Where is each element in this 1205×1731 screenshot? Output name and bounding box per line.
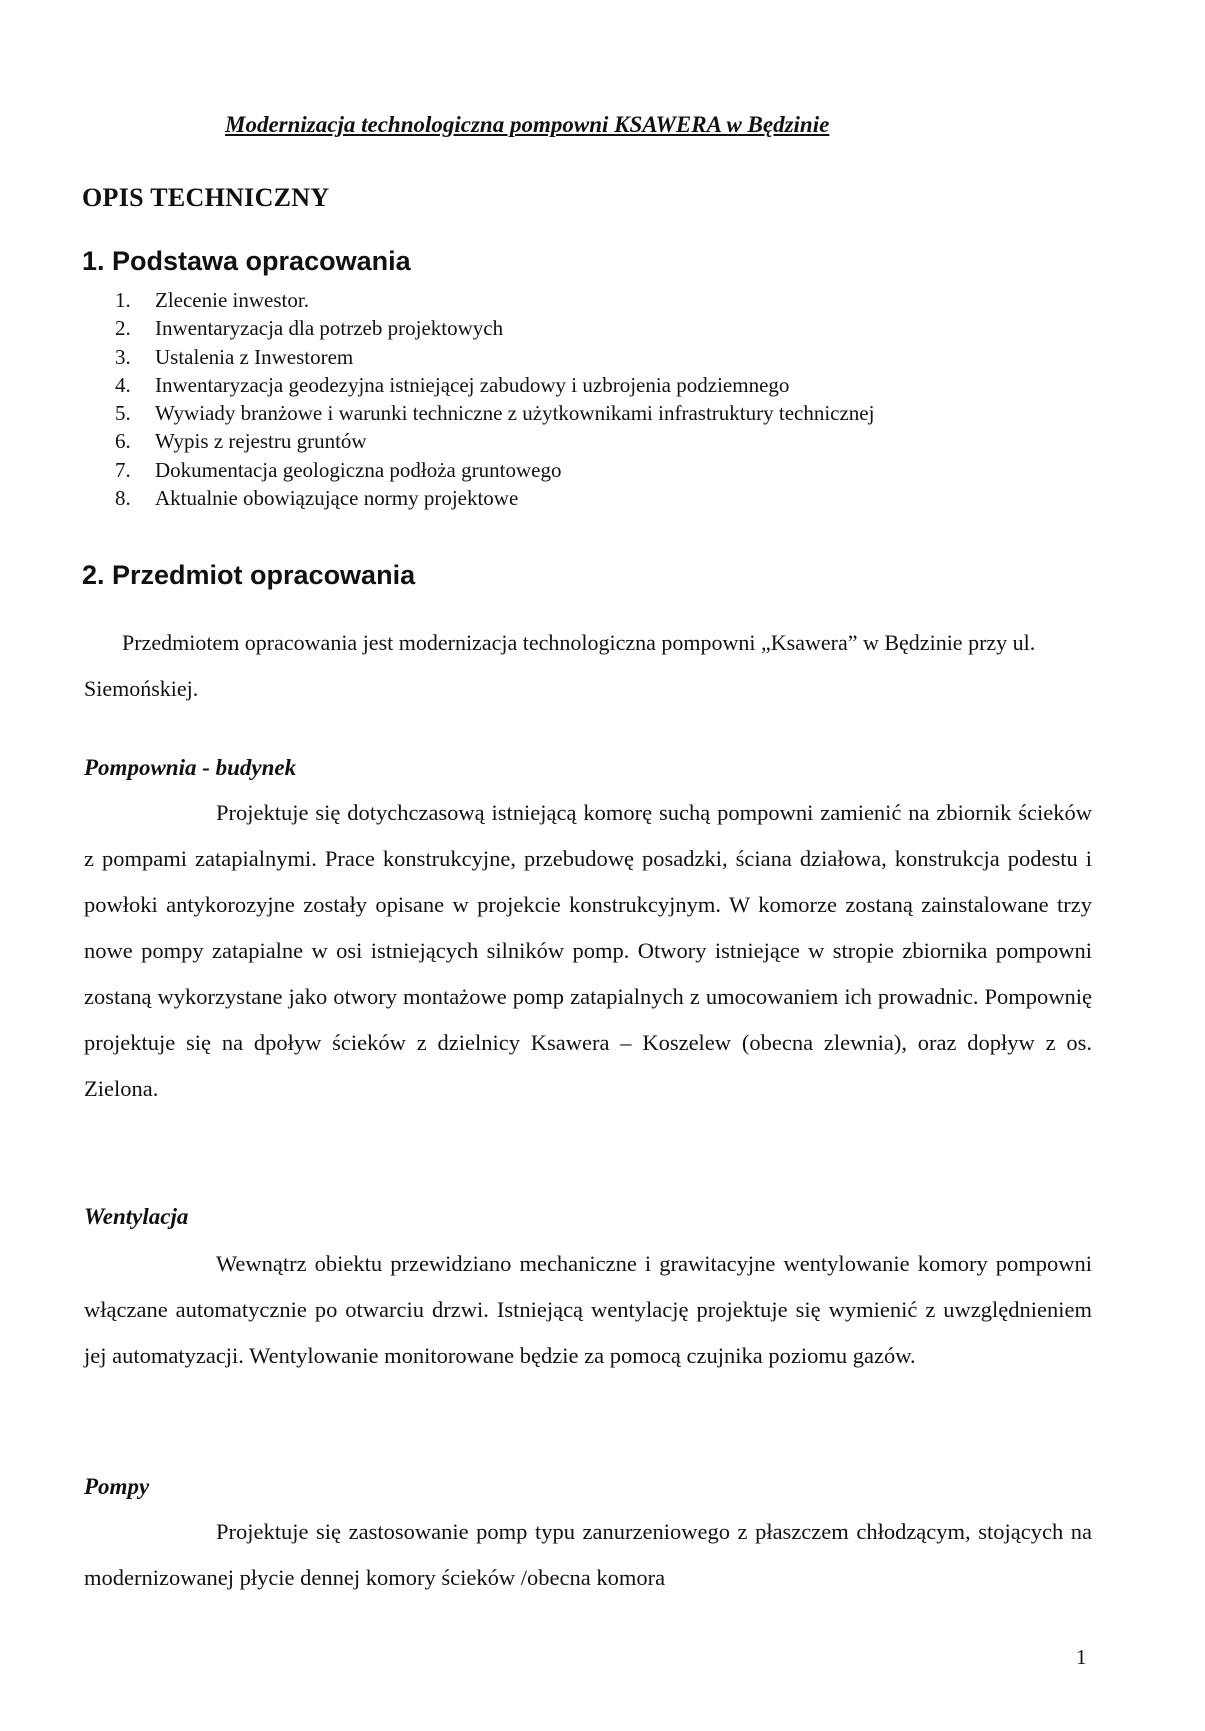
intro-text: Przedmiotem opracowania jest modernizacja technologiczna pompowni „Ksawera” w Będzinie przy ul. Siemońskiej. bbox=[84, 630, 1036, 701]
list-item-number: 4. bbox=[115, 372, 131, 397]
list-item-text: Ustalenia z Inwestorem bbox=[155, 344, 354, 369]
paragraph-pompownia bbox=[84, 790, 1092, 1112]
list-item-text: Dokumentacja geologiczna podłoża gruntowego bbox=[155, 457, 562, 482]
basis-list-item bbox=[115, 343, 874, 371]
list-item-text: Inwentaryzacja dla potrzeb projektowych bbox=[155, 316, 504, 341]
list-item-text: Aktualnie obowiązujące normy projektowe bbox=[155, 486, 519, 511]
basis-list-item bbox=[115, 456, 874, 484]
main-heading: OPIS TECHNICZNY bbox=[82, 183, 330, 212]
subheading-pompy: Pompy bbox=[84, 1474, 150, 1499]
basis-list-item bbox=[115, 399, 874, 427]
list-item-number: 5. bbox=[115, 401, 131, 426]
basis-list-item bbox=[115, 484, 874, 512]
document-title: Modernizacja technologiczna pompowni KSAWERA w Będzinie bbox=[225, 112, 830, 137]
list-item-number: 3. bbox=[115, 344, 131, 369]
list-item-number: 8. bbox=[115, 486, 131, 511]
list-item-number: 2. bbox=[115, 316, 131, 341]
basis-list-item bbox=[115, 286, 874, 314]
list-item-text: Inwentaryzacja geodezyjna istniejącej zabudowy i uzbrojenia podziemnego bbox=[155, 372, 790, 397]
paragraph-wentylacja bbox=[84, 1241, 1092, 1379]
list-item-number: 1. bbox=[115, 288, 131, 312]
list-item-text: Zlecenie inwestor. bbox=[155, 288, 309, 312]
wentylacja-text: Wewnątrz obiektu przewidziano mechaniczne i grawitacyjne wentylowanie komory pompowni włączane automatycznie po otwarciu drzwi. Istniejącą wentylację projektuje się wymienić z uwzględnieniem jej automatyzacji. Wentylowanie monitorowane będzie za pomocą czujnika poziomu gazów. bbox=[84, 1251, 1092, 1368]
subheading-pompownia: Pompownia - budynek bbox=[84, 755, 297, 780]
basis-list-item bbox=[115, 427, 874, 455]
list-item-number: 7. bbox=[115, 457, 131, 482]
section-heading-2: 2. Przedmiot opracowania bbox=[82, 560, 416, 590]
list-item-number: 6. bbox=[115, 429, 131, 454]
paragraph-pompy bbox=[84, 1509, 1092, 1601]
list-item-text: Wywiady branżowe i warunki techniczne z użytkownikami infrastruktury technicznej bbox=[155, 401, 875, 426]
basis-list-item bbox=[115, 314, 874, 342]
section-heading-1: 1. Podstawa opracowania bbox=[82, 246, 411, 276]
basis-list-item bbox=[115, 371, 874, 399]
page-number: 1 bbox=[1076, 1645, 1087, 1669]
basis-list bbox=[115, 286, 874, 512]
pompy-text: Projektuje się zastosowanie pomp typu zanurzeniowego z płaszczem chłodzącym, stojących na modernizowanej płycie dennej komory ścieków /obecna komora bbox=[84, 1519, 1092, 1590]
list-item-text: Wypis z rejestru gruntów bbox=[155, 429, 367, 454]
pompownia-text: Projektuje się dotychczasową istniejącą komorę suchą pompowni zamienić na zbiornik ścieków z pompami zatapialnymi. Prace konstrukcyjne, przebudowę posadzki, ściana działowa, konstrukcja podestu i powłoki antykorozyjne zostały opisane w projekcie konstrukcyjnym. W komorze zostaną zainstalowane trzy nowe pompy zatapialne w osi istniejących silników pomp. Otwory istniejące w stropie zbiornika pompowni zostaną wykorzystane jako otwory montażowe pomp zatapialnych z umocowaniem ich prowadnic. Pompownię projektuje się na dpoływ ścieków z dzielnicy Ksawera – Koszelew (obecna zlewnia), oraz dopływ z os. Zielona. bbox=[84, 800, 1092, 1101]
intro-paragraph bbox=[84, 620, 1092, 712]
subheading-wentylacja: Wentylacja bbox=[84, 1204, 189, 1229]
